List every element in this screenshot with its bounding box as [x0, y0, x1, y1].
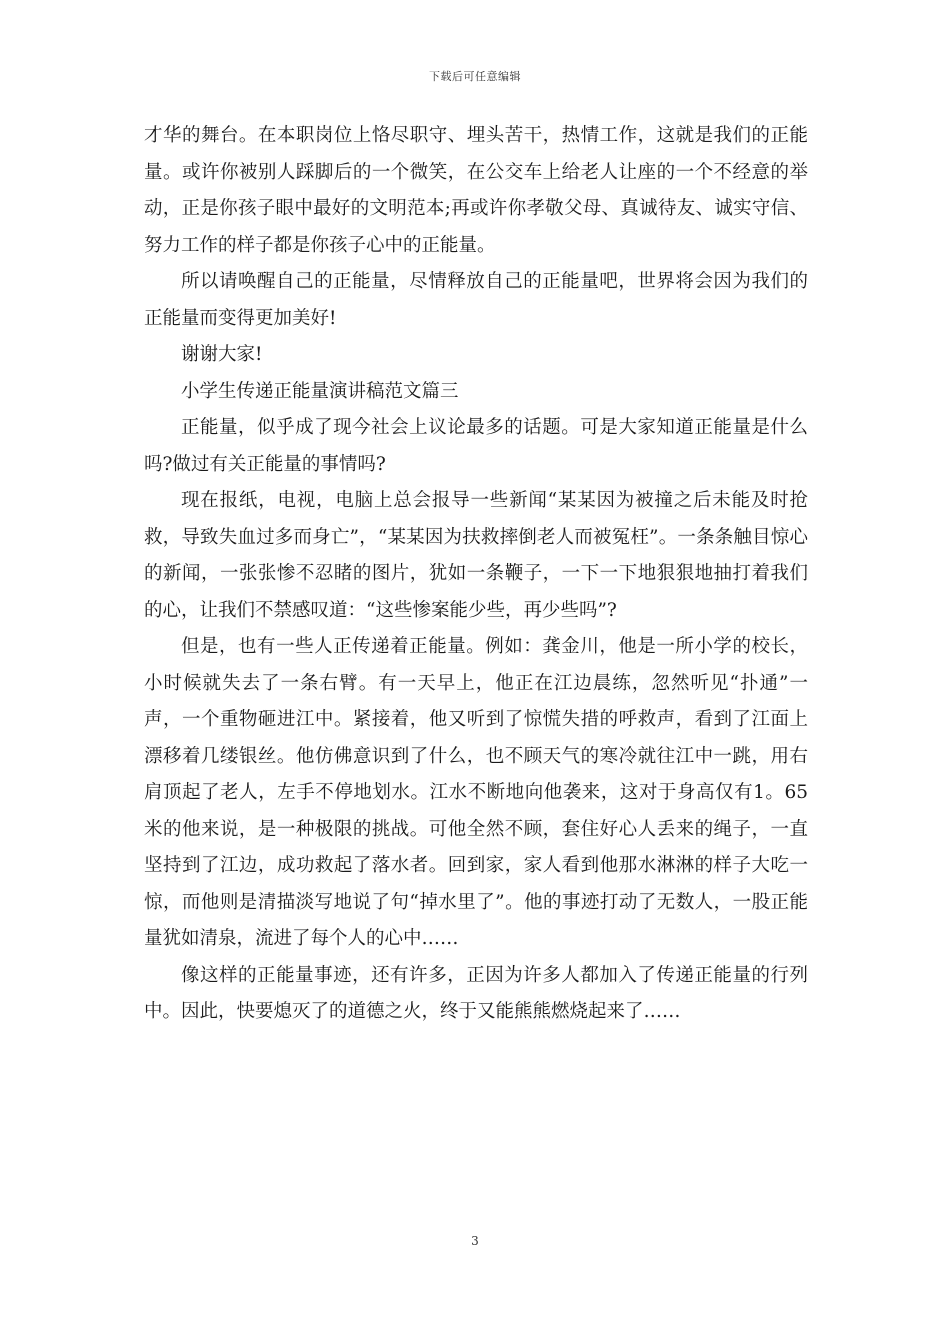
section-title: 小学生传递正能量演讲稿范文篇三: [181, 380, 459, 402]
paragraph: 谢谢大家!: [181, 344, 263, 365]
paragraph: 正能量，似乎成了现今社会上议论最多的话题。可是大家知道正能量是什么吗?做过有关正能量的事情吗?: [144, 417, 808, 475]
paragraph: 才华的舞台。在本职岗位上恪尽职守、埋头苦干，热情工作，这就是我们的正能量。或许你被别人踩脚后的一个微笑，在公交车上给老人让座的一个不经意的举动，正是你孩子眼中最好的文明范本;再或许你孝敬父母、真诚待友、诚实守信、努力工作的样子都是你孩子心中的正能量。: [144, 125, 808, 256]
document-body: [144, 118, 808, 1031]
page-header: 下载后可任意编辑: [429, 70, 521, 83]
paragraph: 所以请唤醒自己的正能量，尽情释放自己的正能量吧，世界将会因为我们的正能量而变得更加美好!: [144, 271, 808, 329]
paragraph: 像这样的正能量事迹，还有许多，正因为许多人都加入了传递正能量的行列中。因此，快要熄灭了的道德之火，终于又能熊熊燃烧起来了……: [144, 964, 808, 1022]
paragraph: 但是，也有一些人正传递着正能量。例如：龚金川，他是一所小学的校长，小时候就失去了一条右臂。有一天早上，他正在江边晨练，忽然听见“扑通”一声，一个重物砸进江中。紧接着，他又听到了惊慌失措的呼救声，看到了江面上漂移着几缕银丝。他仿佛意识到了什么，也不顾天气的寒冷就往江中一跳，用右肩顶起了老人，左手不停地划水。江水不断地向他袭来，这对于身高仅有1。65米的他来说，是一种极限的挑战。可他全然不顾，套住好心人丢来的绳子，一直坚持到了江边，成功救起了落水者。回到家，家人看到他那水淋淋的样子大吃一惊，而他则是清描淡写地说了句“掉水里了”。他的事迹打动了无数人，一股正能量犹如清泉，流进了每个人的心中……: [144, 636, 808, 949]
paragraph: 现在报纸，电视，电脑上总会报导一些新闻“某某因为被撞之后未能及时抢救，导致失血过多而身亡”，“某某因为扶救摔倒老人而被冤枉”。一条条触目惊心的新闻，一张张惨不忍睹的图片，犹如一条鞭子，一下一下地狠狠地抽打着我们的心，让我们不禁感叹道：“这些惨案能少些，再少些吗”?: [144, 490, 808, 621]
page-number: 3: [471, 1234, 479, 1248]
